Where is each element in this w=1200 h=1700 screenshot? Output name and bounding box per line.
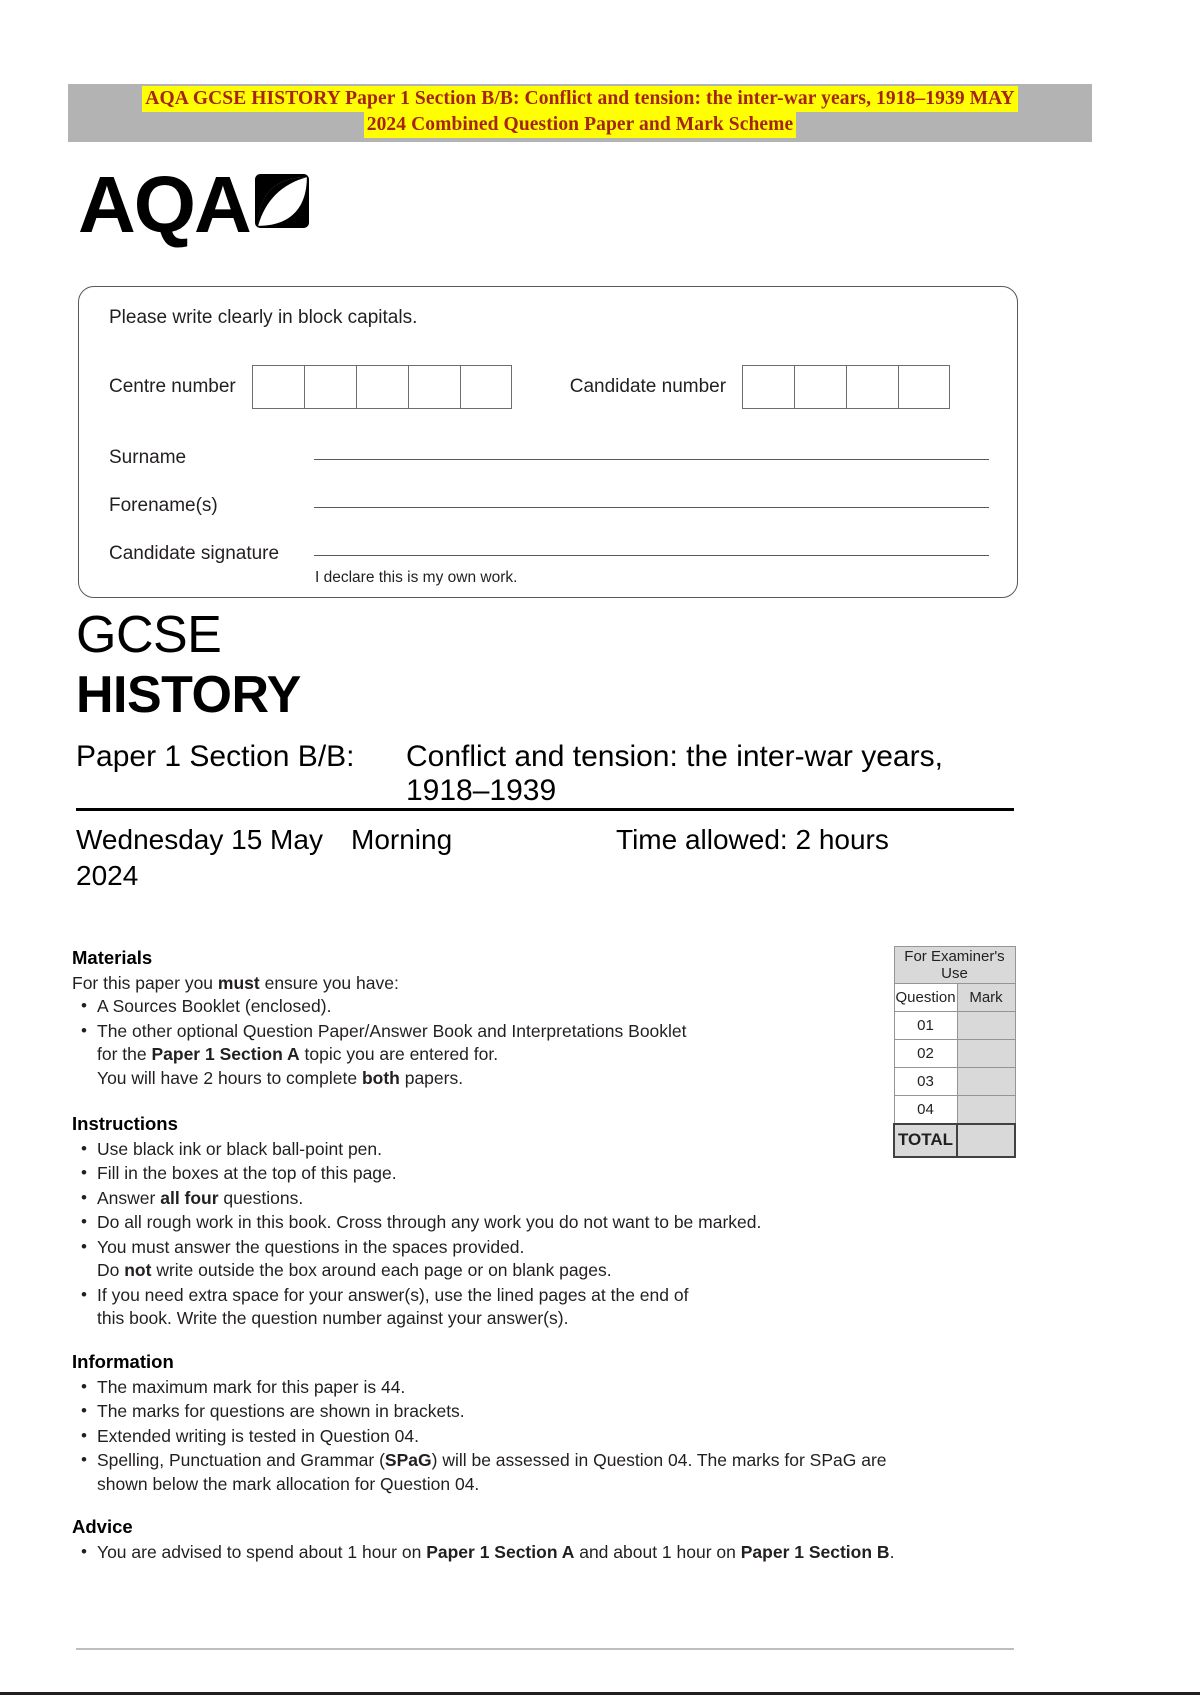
examiner-mark-entry[interactable] — [957, 1012, 1015, 1040]
advice-section — [72, 1515, 1022, 1565]
candidate-number-cell[interactable] — [898, 365, 950, 409]
list-item — [97, 1020, 832, 1091]
list-item — [97, 1284, 882, 1331]
paper-topic-line-2: 1918–1939 — [406, 774, 557, 807]
candidate-signature-input[interactable] — [314, 555, 989, 556]
block-capitals-instruction: Please write clearly in block capitals. — [109, 307, 418, 328]
footer-divider — [76, 1648, 1014, 1650]
aqa-leaf-icon — [255, 174, 309, 228]
materials-item-2-line2 — [97, 1043, 832, 1067]
candidate-number-cell[interactable] — [846, 365, 898, 409]
materials-item-2-both: both — [361, 1067, 400, 1088]
subject-title: HISTORY — [76, 666, 301, 724]
instructions-item-5-d: write outside the box around each page or on blank pages. — [151, 1260, 612, 1280]
exam-session: Morning — [351, 824, 453, 855]
materials-intro-c: ensure you have: — [259, 972, 399, 993]
examiner-use-table — [893, 946, 1016, 1158]
list-item — [97, 995, 832, 1019]
materials-item-2-g: papers. — [399, 1067, 464, 1088]
materials-item-2-line3 — [97, 1067, 832, 1091]
materials-intro — [72, 972, 832, 996]
information-item-4-c: ) will be assessed in Question 04. The marks for SPaG are — [431, 1450, 887, 1470]
table-row — [894, 947, 1015, 984]
instructions-list — [72, 1138, 882, 1331]
instructions-item-5-line1: You must answer the questions in the spaces provided. — [97, 1236, 525, 1257]
examiner-mark-entry[interactable] — [957, 1068, 1015, 1096]
advice-item-1-section-a: Paper 1 Section A — [426, 1541, 575, 1562]
list-item — [97, 1187, 882, 1211]
surname-row — [109, 447, 989, 469]
table-row — [894, 1068, 1015, 1096]
centre-number-cell[interactable] — [304, 365, 356, 409]
candidate-number-input[interactable] — [742, 365, 950, 409]
table-row — [894, 984, 1015, 1012]
list-item — [97, 1425, 1022, 1449]
information-section — [72, 1350, 1022, 1497]
instructions-item-3-bold: all four — [160, 1187, 219, 1208]
materials-item-1: A Sources Booklet (enclosed). — [97, 996, 332, 1016]
paper-topic — [406, 740, 943, 808]
information-heading: Information — [72, 1351, 174, 1372]
candidate-details-box — [78, 286, 1018, 598]
materials-item-2-e: You will have 2 hours to complete — [97, 1067, 362, 1088]
declaration-text: I declare this is my own work. — [315, 569, 518, 586]
examiner-total-entry[interactable] — [957, 1124, 1015, 1157]
information-list — [72, 1376, 1022, 1497]
signature-row — [109, 543, 989, 565]
examiner-mark-entry[interactable] — [957, 1040, 1015, 1068]
forename-input[interactable] — [314, 507, 989, 508]
examiner-question-number: 03 — [894, 1068, 957, 1096]
number-fields-row — [109, 365, 989, 409]
table-row-total — [894, 1124, 1015, 1157]
centre-number-cell[interactable] — [460, 365, 512, 409]
surname-input[interactable] — [314, 459, 989, 460]
candidate-number-label: Candidate number — [569, 376, 727, 397]
information-item-4-spag: SPaG — [384, 1450, 432, 1470]
exam-date: Wednesday 15 May 2024 — [76, 824, 323, 891]
centre-number-cell[interactable] — [356, 365, 408, 409]
surname-label: Surname — [109, 447, 187, 468]
instructions-item-5-not: not — [124, 1260, 152, 1280]
instructions-heading: Instructions — [72, 1113, 178, 1134]
advice-item-1-e: . — [889, 1541, 895, 1562]
centre-number-group — [109, 365, 512, 409]
document-title-banner — [68, 84, 1092, 142]
candidate-number-cell[interactable] — [742, 365, 794, 409]
instructions-item-6-line2: this book. Write the question number against your answer(s). — [97, 1308, 569, 1328]
title-divider — [76, 808, 1014, 811]
materials-item-2-b: for the — [97, 1044, 152, 1064]
examiner-table-col-mark: Mark — [957, 984, 1015, 1012]
examiner-mark-entry[interactable] — [957, 1096, 1015, 1124]
examiner-total-label: TOTAL — [894, 1124, 957, 1157]
table-row — [894, 1040, 1015, 1068]
materials-section — [72, 946, 832, 1091]
examiner-table-col-question: Question — [894, 984, 957, 1012]
table-row — [894, 1012, 1015, 1040]
list-item — [97, 1211, 882, 1235]
examiner-question-number: 04 — [894, 1096, 957, 1124]
candidate-number-group — [570, 365, 950, 409]
information-item-3: Extended writing is tested in Question 04. — [97, 1425, 419, 1446]
instructions-item-6-line1: If you need extra space for your answer(s), use the lined pages at the end of — [97, 1284, 689, 1305]
information-item-4-line2: shown below the mark allocation for Question 04. — [97, 1473, 480, 1494]
instructions-item-1: Use black ink or black ball-point pen. — [97, 1138, 383, 1159]
aqa-logo-text: AQA — [78, 160, 250, 249]
list-item — [97, 1376, 1022, 1400]
instructions-section — [72, 1112, 882, 1332]
list-item — [97, 1236, 882, 1283]
list-item — [97, 1400, 1022, 1424]
candidate-signature-label: Candidate signature — [109, 543, 280, 564]
advice-item-1-section-b: Paper 1 Section B — [740, 1541, 890, 1562]
advice-list — [72, 1541, 1022, 1565]
materials-heading: Materials — [72, 947, 153, 968]
instructions-item-5-line2 — [97, 1259, 882, 1283]
instructions-item-4: Do all rough work in this book. Cross through any work you do not want to be marked. — [97, 1212, 762, 1232]
aqa-logo — [78, 160, 309, 249]
examiner-question-number: 01 — [894, 1012, 957, 1040]
centre-number-label: Centre number — [109, 376, 236, 397]
exam-time-allowed: Time allowed: 2 hours — [616, 824, 889, 855]
page-bottom-bar — [0, 1692, 1200, 1695]
list-item — [97, 1449, 1022, 1496]
materials-intro-must: must — [217, 972, 260, 993]
examiner-table-header: For Examiner's Use — [894, 947, 1015, 984]
paper-label: Paper 1 Section B/B: — [76, 740, 355, 773]
list-item — [97, 1138, 882, 1162]
centre-number-input[interactable] — [252, 365, 512, 409]
candidate-number-cell[interactable] — [794, 365, 846, 409]
instructions-item-2: Fill in the boxes at the top of this page. — [97, 1163, 397, 1183]
advice-item-1-c: and about 1 hour on — [574, 1541, 741, 1562]
instructions-item-5-b: Do — [97, 1260, 125, 1280]
centre-number-cell[interactable] — [408, 365, 460, 409]
exam-schedule-row — [76, 822, 1016, 894]
materials-list — [72, 995, 832, 1090]
information-item-2: The marks for questions are shown in brackets. — [97, 1401, 465, 1421]
paper-topic-line-1: Conflict and tension: the inter-war years, — [406, 740, 943, 773]
qualification-title: GCSE — [76, 606, 222, 664]
forename-row — [109, 495, 989, 517]
materials-item-2-bold: Paper 1 Section A — [151, 1044, 300, 1064]
instructions-item-3-a: Answer — [97, 1187, 161, 1208]
information-item-4-a: Spelling, Punctuation and Grammar ( — [97, 1450, 385, 1470]
instructions-item-3-c: questions. — [218, 1187, 304, 1208]
list-item — [97, 1541, 1022, 1565]
table-row — [894, 1096, 1015, 1124]
centre-number-cell[interactable] — [252, 365, 304, 409]
materials-item-2-d: topic you are entered for. — [299, 1044, 499, 1064]
materials-item-2-line1: The other optional Question Paper/Answer Book and Interpretations Booklet — [97, 1020, 687, 1041]
forename-label: Forename(s) — [109, 495, 218, 516]
paper-title-row — [76, 740, 1016, 808]
banner-line-2: 2024 Combined Question Paper and Mark Scheme — [364, 112, 797, 138]
list-item — [97, 1162, 882, 1186]
materials-intro-a: For this paper you — [72, 972, 218, 993]
advice-item-1-a: You are advised to spend about 1 hour on — [97, 1541, 427, 1562]
advice-heading: Advice — [72, 1516, 133, 1537]
information-item-1: The maximum mark for this paper is 44. — [97, 1376, 406, 1397]
examiner-question-number: 02 — [894, 1040, 957, 1068]
banner-line-1: AQA GCSE HISTORY Paper 1 Section B/B: Conflict and tension: the inter-war years, 1918–1939 MAY — [142, 86, 1017, 112]
